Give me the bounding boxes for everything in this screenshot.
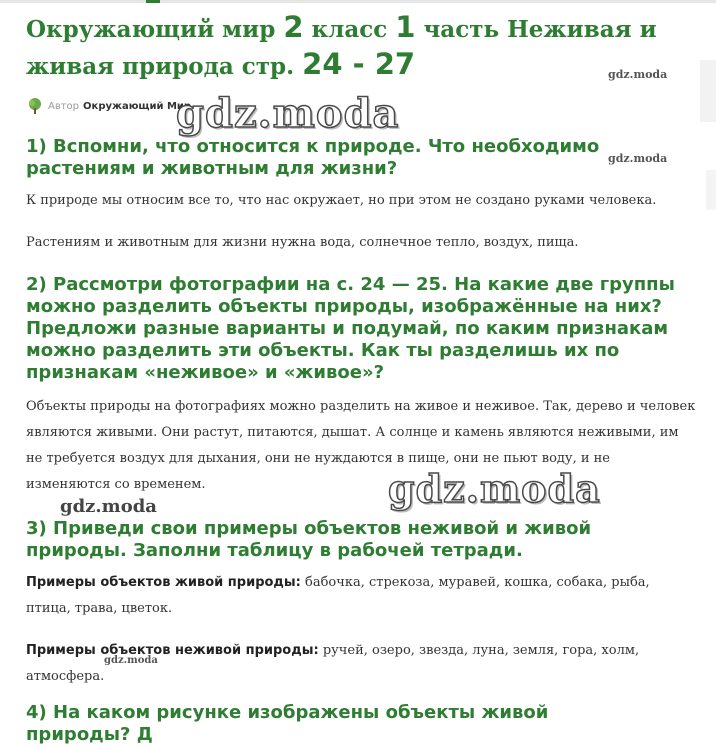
question-3: 3) Приведи свои примеры объектов неживой и живой природы. Заполни таблицу в рабочей тетради. xyxy=(26,518,592,561)
question-1: 1) Вспомни, что относится к природе. Что необходимо растениям и животным для жизни? xyxy=(26,136,600,179)
nonliving-list: ручей, озеро, звезда, луна, земля, гора, холм, атмосфера. xyxy=(26,643,640,684)
author-label: Автор xyxy=(48,100,80,112)
side-scroll-panel[interactable] xyxy=(700,60,716,122)
answer-1b: Растениям и животным для жизни нужна вода, солнечное тепло, воздух, пища. xyxy=(26,235,579,250)
question-2: 2) Рассмотри фотографии на с. 24 — 25. На какие две группы можно разделить объекты природы, изображённые на них? Предложи разные варианты и подумай, по каким признакам можно разделить эти объекты. Как ты разделишь их по признакам «неживое» и «живое»? xyxy=(26,274,675,383)
watermark-logo: gdz.moda xyxy=(176,90,400,137)
watermark-small: gdz.moda xyxy=(608,152,668,165)
top-bar xyxy=(0,0,716,3)
watermark-logo: gdz.moda xyxy=(388,466,601,511)
answer-3-nonliving xyxy=(26,638,698,690)
answer-2: Объекты природы на фотографиях можно разделить на живое и неживое. Так, дерево и человек являются живыми. Они растут, питаются, дышат. А солнце и камень являются неживыми, им не требуется воздух для дыхания, они не нуждаются в пище, они не пьют воду, и не изменяются со временем. xyxy=(26,399,696,492)
watermark-small: gdz.moda xyxy=(104,655,158,666)
tree-icon xyxy=(26,97,44,115)
top-bar-tab-mark xyxy=(146,0,160,3)
side-scroll-panel-2[interactable] xyxy=(706,170,716,210)
author-name[interactable]: Окружающий Мир xyxy=(83,100,192,112)
living-label: Примеры объектов живой природы: xyxy=(26,575,301,590)
question-4-cut: 4) На каком рисунке изображены объекты живой природы? Д xyxy=(26,702,549,745)
nonliving-label: Примеры объектов неживой природы: xyxy=(26,643,319,658)
watermark-small: gdz.moda xyxy=(60,496,157,517)
answer-3-living xyxy=(26,570,698,622)
answer-1a: К природе мы относим все то, что нас окружает, но при этом не создано руками человека. xyxy=(26,193,657,208)
watermark-small: gdz.moda xyxy=(608,68,668,81)
living-list: бабочка, стрекоза, муравей, кошка, собака, рыба, птица, трава, цветок. xyxy=(26,575,650,616)
page-title: Окружающий мир 2 класс 1 часть Неживая и живая природа стр. 24 - 27 xyxy=(26,10,657,81)
author-line xyxy=(26,95,191,117)
